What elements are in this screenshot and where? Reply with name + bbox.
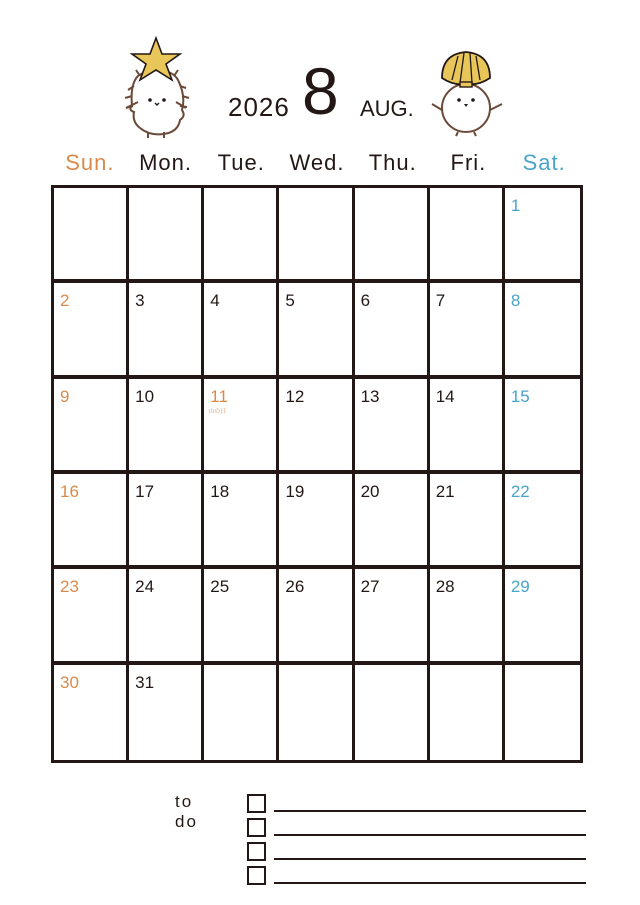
day-cell[interactable] [355, 379, 430, 474]
day-number: 7 [435, 291, 446, 311]
day-cell[interactable] [505, 665, 580, 760]
day-number: 14 [435, 386, 455, 406]
day-cell[interactable] [355, 188, 430, 283]
day-cell[interactable] [355, 474, 430, 569]
day-number: 3 [135, 291, 145, 311]
todo-label: to do [175, 792, 198, 831]
day-cell[interactable] [129, 665, 204, 760]
bird-shell-icon [428, 48, 508, 138]
day-cell[interactable] [279, 379, 354, 474]
day-cell[interactable] [54, 283, 129, 378]
day-number: 6 [360, 291, 371, 311]
calendar-month-number: 8 [302, 54, 339, 128]
day-cell[interactable] [279, 474, 354, 569]
day-cell[interactable] [430, 665, 505, 760]
todo-line [274, 810, 586, 812]
day-cell[interactable] [54, 665, 129, 760]
day-cell[interactable] [505, 379, 580, 474]
day-cell[interactable] [279, 665, 354, 760]
day-number: 19 [285, 482, 305, 501]
day-cell[interactable] [430, 569, 505, 664]
weekday-wednesday: Wed. [289, 150, 345, 175]
day-cell[interactable] [204, 188, 279, 283]
day-cell[interactable] [355, 283, 430, 378]
day-cell[interactable] [430, 188, 505, 283]
day-cell[interactable] [54, 188, 129, 283]
day-cell[interactable] [204, 379, 279, 474]
day-cell[interactable] [279, 188, 354, 283]
day-number: 11 [210, 386, 228, 406]
day-cell[interactable] [355, 569, 430, 664]
calendar-month-abbr: AUG. [360, 96, 414, 121]
weekday-friday: Fri. [450, 150, 487, 175]
day-cell[interactable] [54, 379, 129, 474]
day-number: 4 [210, 291, 220, 311]
day-number: 30 [60, 672, 79, 692]
day-number: 10 [135, 386, 155, 406]
day-cell[interactable] [355, 665, 430, 760]
day-cell[interactable] [129, 188, 204, 283]
day-cell[interactable] [505, 569, 580, 664]
day-number: 28 [435, 577, 455, 597]
day-cell[interactable] [129, 283, 204, 378]
todo-row[interactable] [247, 866, 587, 888]
todo-checkbox[interactable] [247, 866, 266, 885]
todo-row[interactable] [247, 842, 587, 864]
day-cell[interactable] [505, 474, 580, 569]
day-number: 24 [135, 577, 155, 597]
weekday-header-row [52, 150, 582, 180]
day-number: 5 [285, 291, 295, 311]
holiday-name: 山の日 [208, 408, 227, 415]
todo-checkbox[interactable] [247, 794, 266, 813]
day-number: 20 [360, 482, 380, 501]
day-cell[interactable] [54, 569, 129, 664]
calendar-grid [51, 185, 583, 763]
weekday-tuesday: Tue. [217, 150, 265, 175]
day-cell[interactable] [430, 283, 505, 378]
todo-checkbox[interactable] [247, 842, 266, 861]
todo-row[interactable] [247, 794, 587, 816]
day-number: 9 [60, 386, 70, 406]
weekday-monday: Mon. [139, 150, 193, 175]
day-number: 18 [210, 482, 230, 501]
todo-line [274, 834, 586, 836]
calendar-header [0, 0, 640, 140]
day-number: 2 [60, 291, 70, 311]
day-number: 1 [510, 196, 521, 215]
day-number: 17 [135, 482, 155, 501]
todo-line [274, 858, 586, 860]
day-cell[interactable] [430, 474, 505, 569]
day-number: 26 [285, 577, 305, 597]
todo-line [274, 882, 586, 884]
day-cell[interactable] [129, 569, 204, 664]
day-number: 23 [60, 577, 79, 597]
day-number: 31 [135, 672, 155, 692]
day-cell[interactable] [204, 283, 279, 378]
weekday-saturday: Sat. [522, 150, 566, 175]
hedgehog-starfish-icon [120, 36, 192, 140]
day-cell[interactable] [430, 379, 505, 474]
day-number: 27 [360, 577, 380, 597]
day-number: 15 [510, 386, 530, 406]
day-number: 25 [210, 577, 230, 597]
day-cell[interactable] [505, 188, 580, 283]
day-cell[interactable] [505, 283, 580, 378]
weekday-thursday: Thu. [368, 150, 417, 175]
calendar-year: 2026 [228, 92, 290, 122]
day-cell[interactable] [204, 665, 279, 760]
day-number: 16 [60, 482, 79, 501]
day-number: 8 [510, 291, 521, 311]
day-cell[interactable] [204, 474, 279, 569]
todo-checkbox[interactable] [247, 818, 266, 837]
day-cell[interactable] [204, 569, 279, 664]
day-number: 29 [510, 577, 530, 597]
weekday-sunday: Sun. [65, 150, 115, 175]
day-cell[interactable] [279, 283, 354, 378]
day-cell[interactable] [54, 474, 129, 569]
day-number: 12 [285, 386, 305, 406]
day-cell[interactable] [279, 569, 354, 664]
day-number: 13 [360, 386, 380, 406]
day-cell[interactable] [129, 379, 204, 474]
todo-row[interactable] [247, 818, 587, 840]
day-cell[interactable] [129, 474, 204, 569]
day-number: 21 [435, 482, 455, 501]
day-number: 22 [510, 482, 530, 501]
